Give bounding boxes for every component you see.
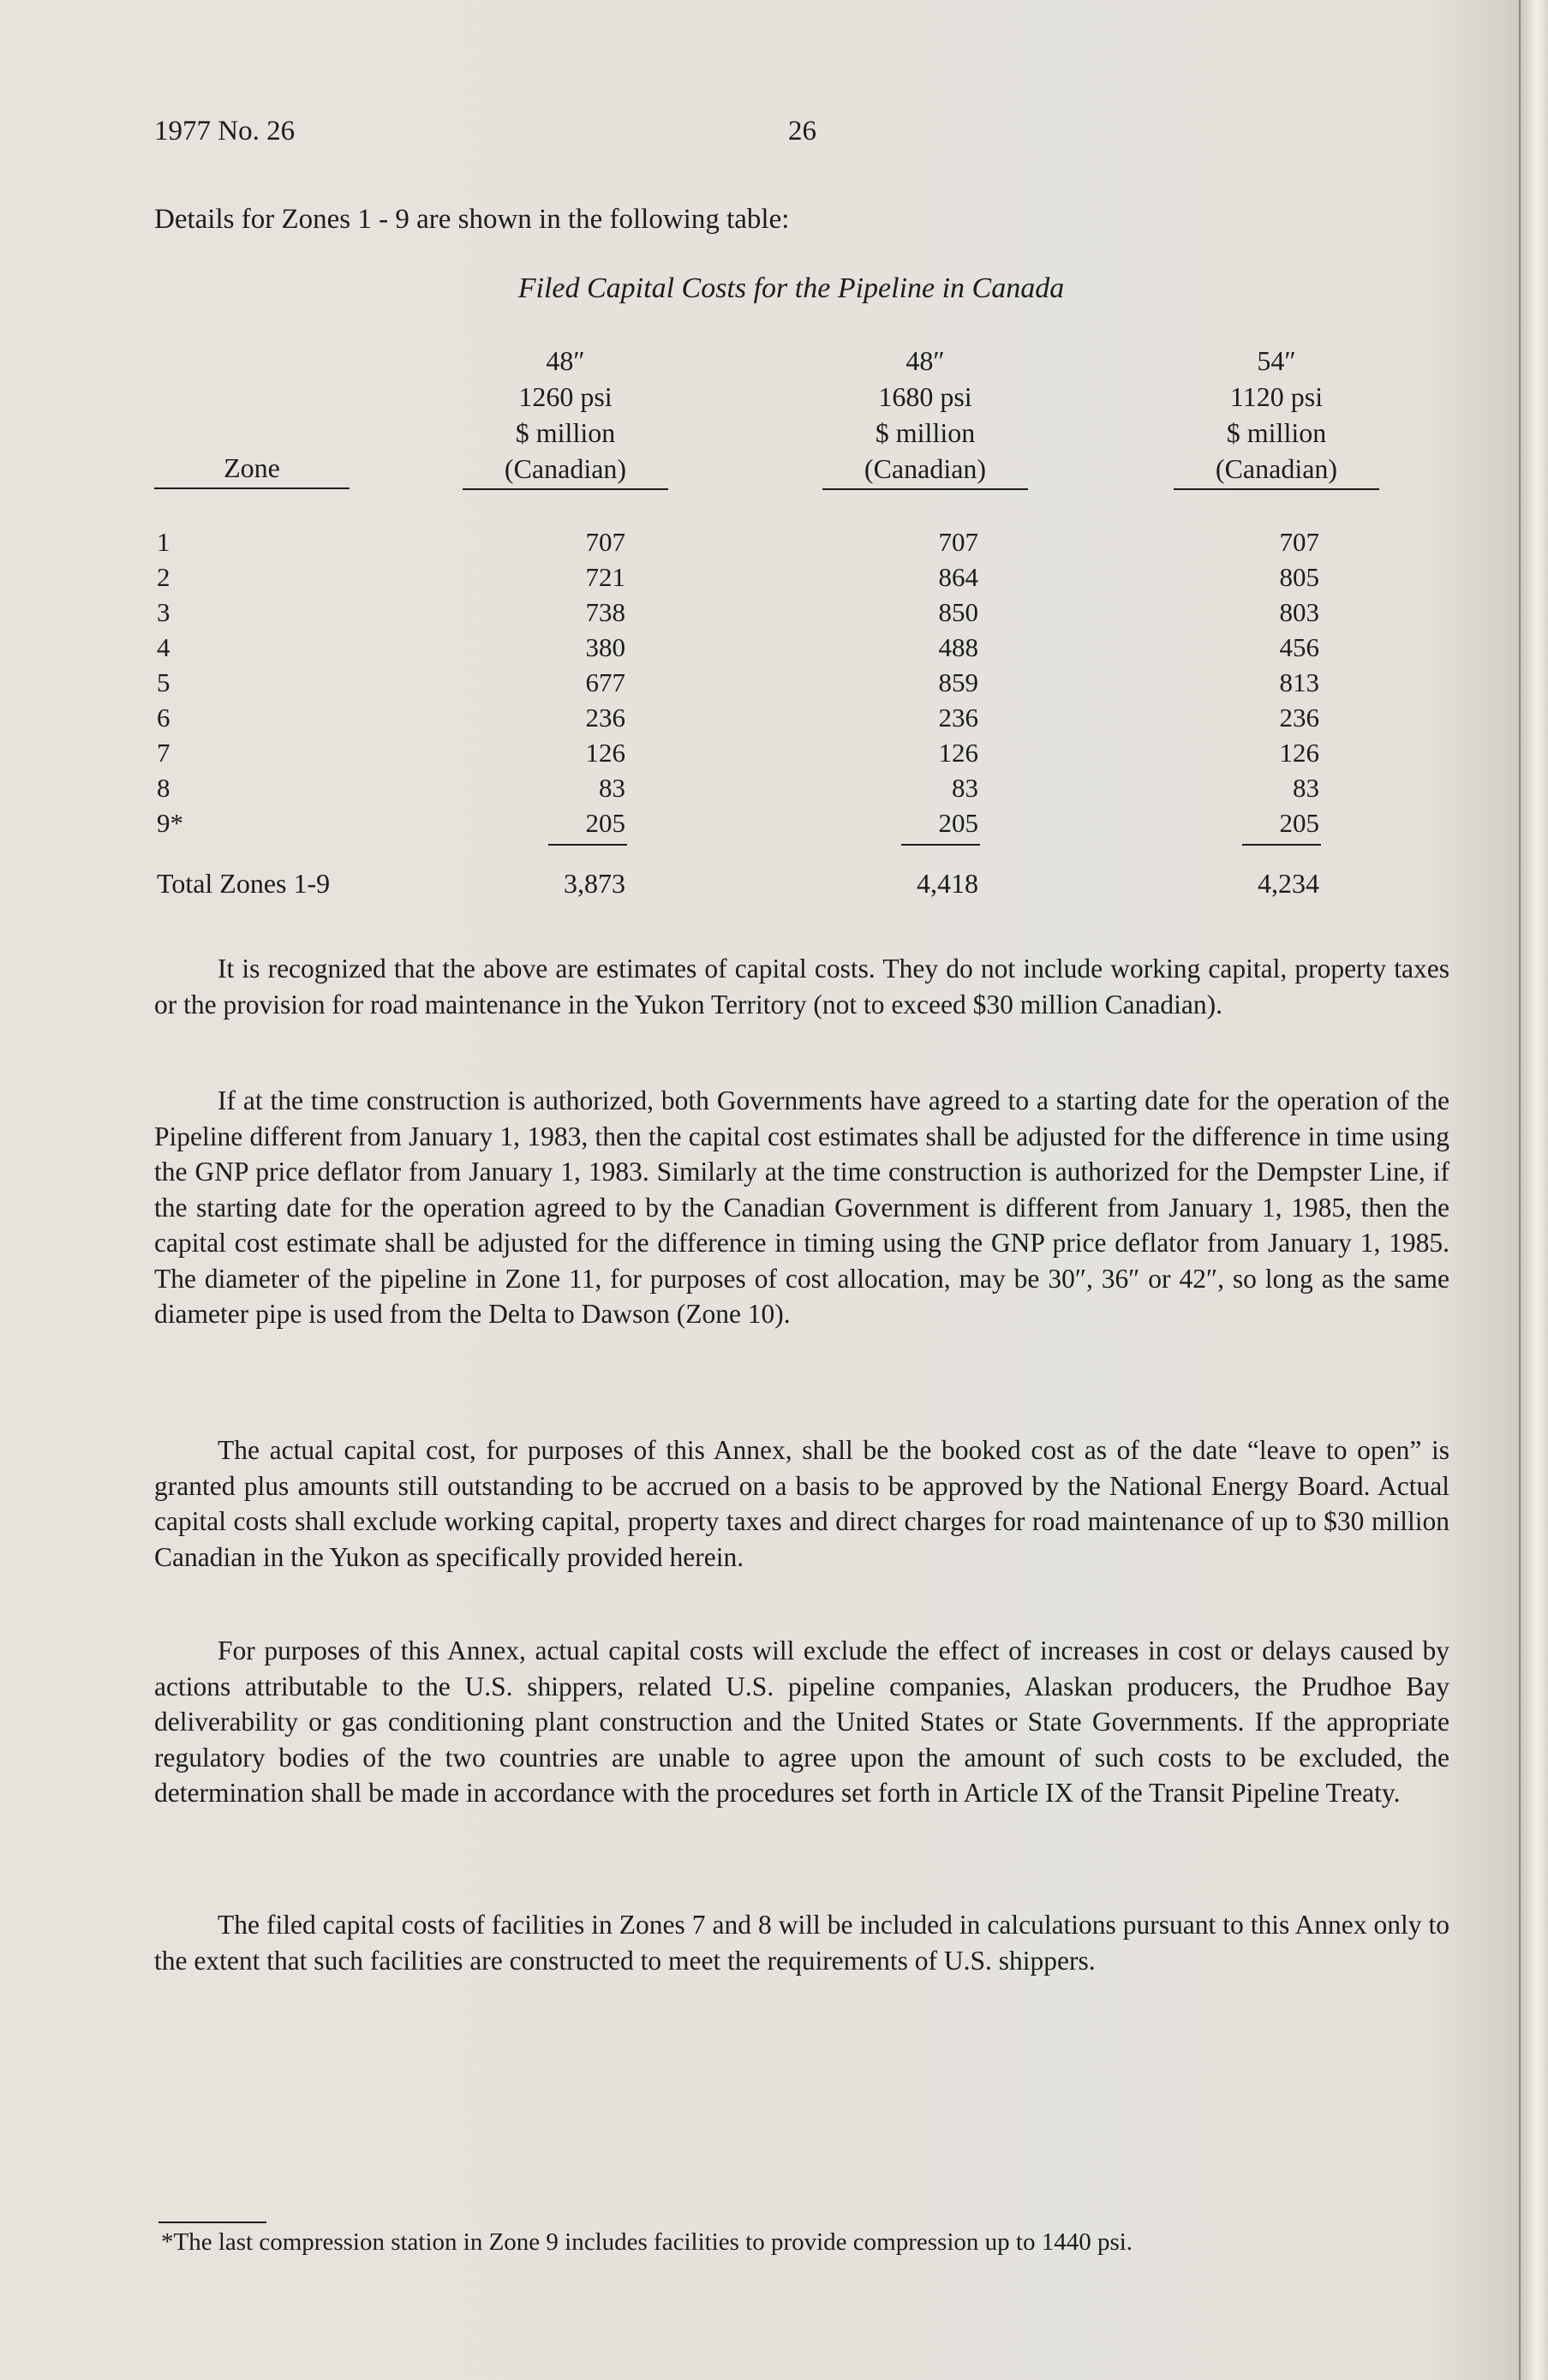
zone-column-header: Zone xyxy=(154,452,350,489)
table-caption: Filed Capital Costs for the Pipeline in Canada xyxy=(517,272,1065,304)
document-page: 1977 No. 26 26 Details for Zones 1 - 9 are shown in the following table: Filed Capital Costs for the Pipeline in Canada 48″ 1260 psi $ million (Canadian) 48″ 1680 psi $ million (Canadian) 54″ 1120 psi $ million (Canadian) Zone 1 707 707 707 2 721 864 805 3 738 850 803 4 380 488 456 5 677 859 813 6 236 236 236 7 126 126 126 8 83 83 83 9* 205 205 205 Total Zones 1-9 3,873 4,418 4,234 It is recognized that the above are estimates of capital costs. They do not include working capital, property taxes or the provision for road maintenance in the Yukon Territory (not to exceed $30 million Canadian). If at the time construction is authorized, both Governments have agreed to a starting date for the operation of the Pipeline different from January 1, 1983, then the capital cost estimates shall be adjusted for the difference in time using the GNP price deflator from January 1, 1983. Similarly at the time construction is authorized for the Dempster Line, if the starting date for the operation agreed to by the Canadian Government is different from January 1, 1985, then the capital cost estimate shall be adjusted for the difference in timing using the GNP price deflator from January 1, 1985. The diameter of the pipeline in Zone 11, for purposes of cost allocation, may be 30″, 36″ or 42″, so long as the same diameter pipe is used from the Delta to Dawson (Zone 10). The actual capital cost, for purposes of this Annex, shall be the booked cost as of the date “leave to open” is granted plus amounts still outstanding to be accrued on a basis to be approved by the National Energy Board. Actual capital costs shall exclude working capital, property taxes and direct charges for road maintenance of up to $30 million Canadian in the Yukon as specifically provided herein. For purposes of this Annex, actual capital costs will exclude the effect of increases in cost or delays caused by actions attributable to the U.S. shippers, related U.S. pipeline companies, Alaskan producers, the Prudhoe Bay deliverability or gas conditioning plant construction and the United States or State Governments. If the appropriate regulatory bodies of the two countries are unable to agree upon the amount of such costs to be excluded, the determination shall be made in accordance with the procedures set forth in Article IX of the Transit Pipeline Treaty. The filed capital costs of facilities in Zones 7 and 8 will be included in calculations pursuant to this Annex only to the extent that such facilities are constructed to meet the requirements of U.S. shippers. *The last compression station in Zone 9 includes facilities to provide compression up to 1440 psi. xyxy=(0,0,1548,2380)
footnote-rule xyxy=(158,2222,266,2223)
page-header xyxy=(154,116,816,147)
paragraph: The filed capital costs of facilities in Zones 7 and 8 will be included in calculations pursuant to this Annex only to the extent that such facilities are constructed to meet the requirements of U.S. shippers. xyxy=(154,1910,1449,1976)
sum-line-2 xyxy=(901,844,980,846)
sum-line-3 xyxy=(1242,844,1321,846)
table-row: 8 83 83 83 xyxy=(157,773,1319,803)
book-spine-edge xyxy=(1519,0,1548,2380)
sum-line-1 xyxy=(548,844,627,846)
table-row: 9* 205 205 205 xyxy=(157,808,1319,838)
table-row: 1 707 707 707 xyxy=(157,527,1319,557)
paragraph: If at the time construction is authorized, both Governments have agreed to a starting date for the operation of the Pipeline different from January 1, 1983, then the capital cost estimates shall be adjusted for the difference in time using the GNP price deflator from January 1, 1983. Similarly at the time construction is authorized for the Dempster Line, if the starting date for the operation agreed to by the Canadian Government is different from January 1, 1985, then the capital cost estimate shall be adjusted for the difference in timing using the GNP price deflator from January 1, 1985. The diameter of the pipeline in Zone 11, for purposes of cost allocation, may be 30″, 36″ or 42″, so long as the same diameter pipe is used from the Delta to Dawson (Zone 10). xyxy=(154,1085,1449,1329)
paragraph: The actual capital cost, for purposes of this Annex, shall be the booked cost as of the date “leave to open” is granted plus amounts still outstanding to be accrued on a basis to be approved by the National Energy Board. Actual capital costs shall exclude working capital, property taxes and direct charges for road maintenance of up to $30 million Canadian in the Yukon as specifically provided herein. xyxy=(154,1435,1449,1572)
paragraph: It is recognized that the above are estimates of capital costs. They do not include working capital, property taxes or the provision for road maintenance in the Yukon Territory (not to exceed $30 million Canadian). xyxy=(154,954,1449,1020)
column-header-2: 48″ 1680 psi $ million (Canadian) xyxy=(822,343,1028,490)
column-header-1: 48″ 1260 psi $ million (Canadian) xyxy=(463,343,668,490)
table-row: 7 126 126 126 xyxy=(157,738,1319,768)
table-row: 2 721 864 805 xyxy=(157,562,1319,592)
footnote: *The last compression station in Zone 9 includes facilities to provide compression up to 1440 psi. xyxy=(161,2228,1133,2256)
page-number: 26 xyxy=(788,116,816,147)
table-row: 3 738 850 803 xyxy=(157,597,1319,627)
paragraph: For purposes of this Annex, actual capital costs will exclude the effect of increases in cost or delays caused by actions attributable to the U.S. shippers, related U.S. pipeline companies, Alaskan producers, the Prudhoe Bay deliverability or gas conditioning plant construction and the United States or State Governments. If the appropriate regulatory bodies of the two countries are unable to agree upon the amount of such costs to be excluded, the determination shall be made in accordance with the procedures set forth in Article IX of the Transit Pipeline Treaty. xyxy=(154,1636,1449,1808)
column-header-3: 54″ 1120 psi $ million (Canadian) xyxy=(1174,343,1379,490)
table-row: 5 677 859 813 xyxy=(157,667,1319,697)
table-row: 4 380 488 456 xyxy=(157,632,1319,662)
header-left: 1977 No. 26 xyxy=(154,116,296,147)
table-row: 6 236 236 236 xyxy=(157,703,1319,733)
intro-text: Details for Zones 1 - 9 are shown in the following table: xyxy=(154,204,790,235)
